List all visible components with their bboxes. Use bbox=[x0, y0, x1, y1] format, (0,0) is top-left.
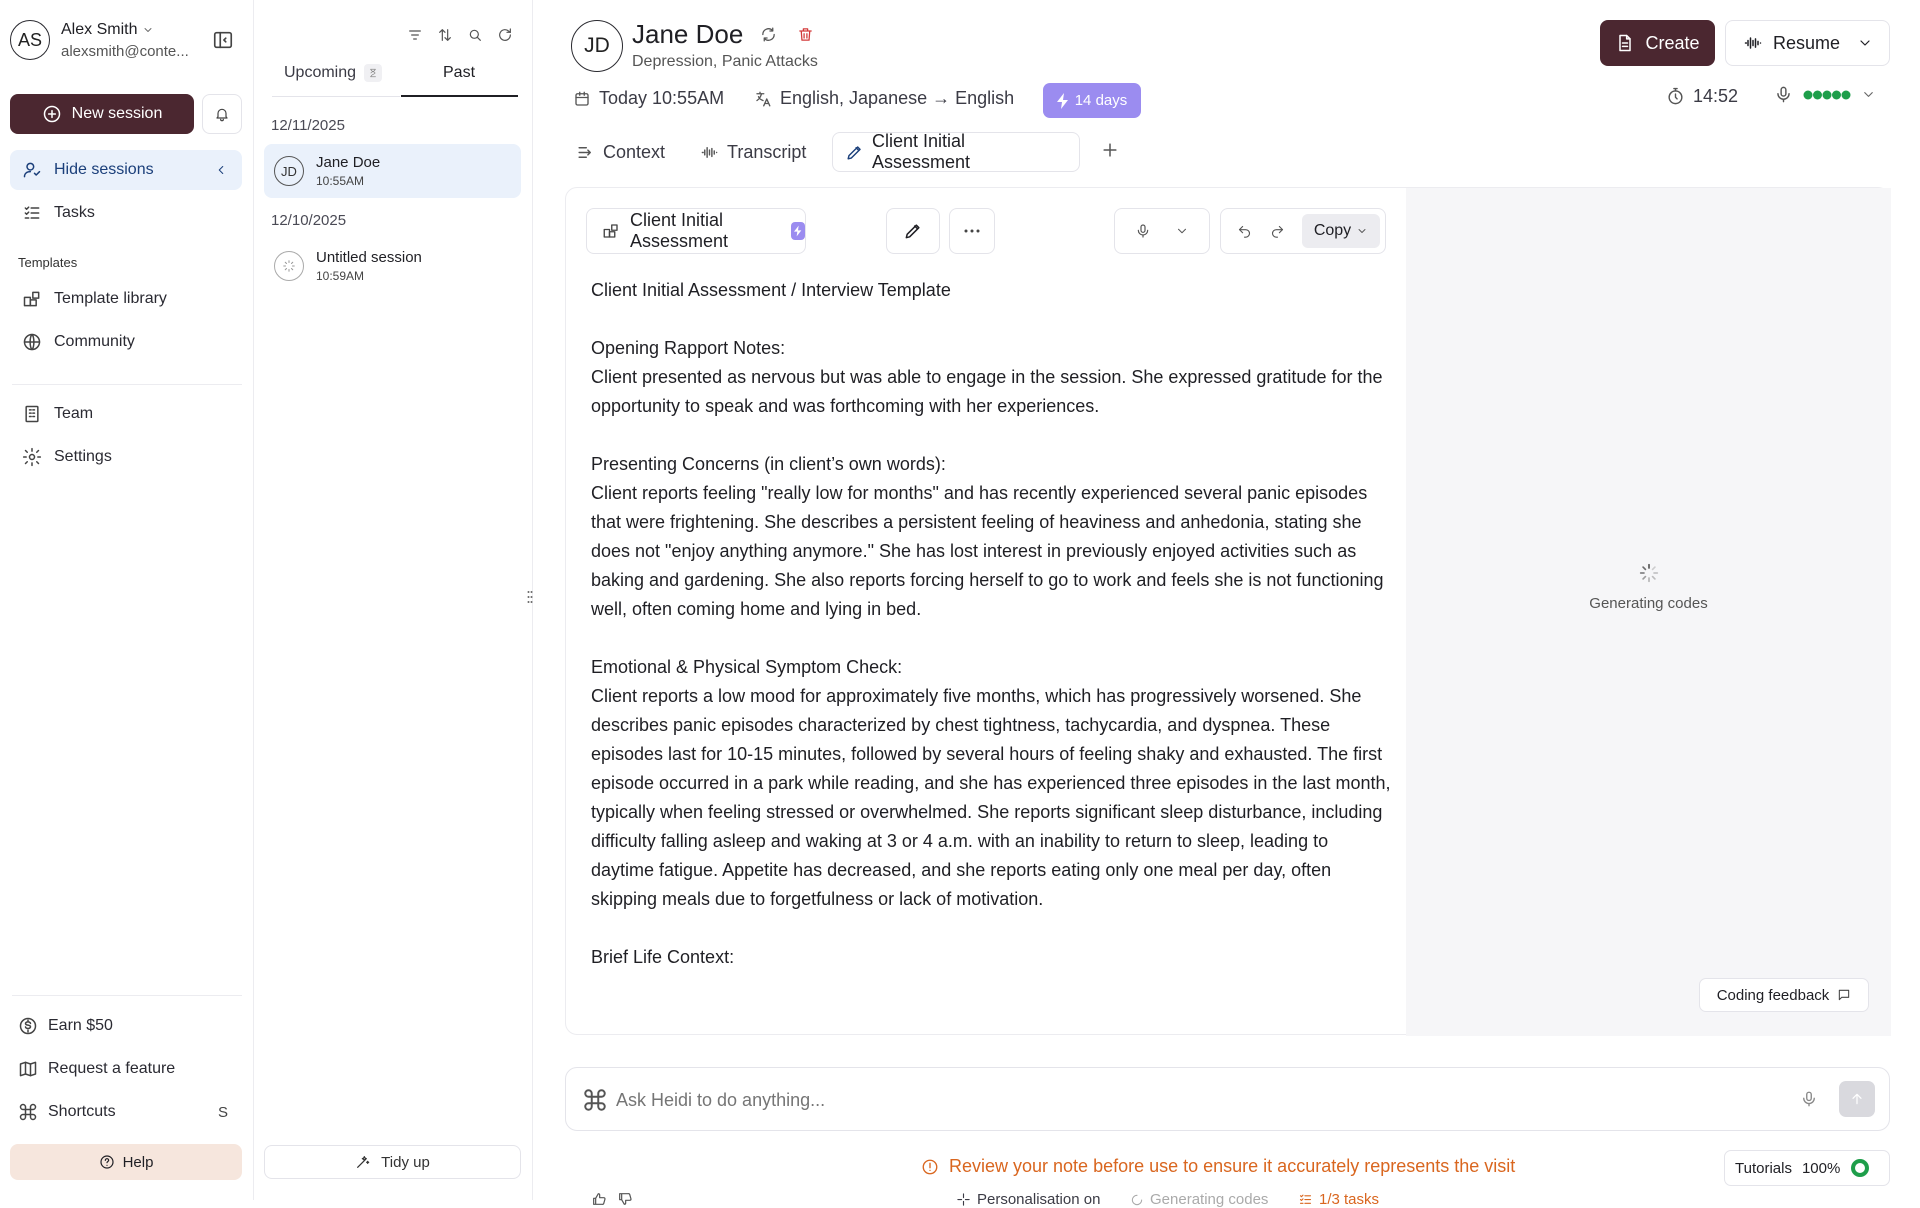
tab-underline bbox=[272, 96, 400, 97]
sidebar bbox=[0, 0, 254, 1200]
template-name: Client Initial Assessment bbox=[630, 210, 729, 251]
trial-label: 14 days bbox=[1074, 92, 1128, 109]
sidebar-toggle-icon bbox=[212, 29, 234, 51]
date-header: 12/11/2025 bbox=[271, 117, 345, 134]
generating-codes-label: Generating codes bbox=[1589, 595, 1708, 612]
sidebar-item-tasks[interactable] bbox=[10, 193, 242, 233]
translate-icon bbox=[754, 90, 772, 108]
add-tab-button[interactable] bbox=[1100, 140, 1120, 160]
chevron-down-icon bbox=[1175, 224, 1189, 238]
bell-icon bbox=[214, 106, 230, 122]
sidebar-item-label: Hide sessions bbox=[54, 161, 154, 178]
waveform-icon bbox=[1743, 33, 1763, 53]
gear-icon bbox=[22, 447, 42, 467]
chevron-down-icon bbox=[1356, 225, 1368, 237]
switch-patient-button[interactable] bbox=[760, 26, 777, 43]
sidebar-item-label: Earn $50 bbox=[48, 1017, 113, 1034]
session-time: 10:55AM bbox=[316, 174, 365, 188]
map-icon bbox=[18, 1059, 38, 1079]
user-name: Alex Smith bbox=[61, 21, 138, 38]
coding-feedback-label: Coding feedback bbox=[1716, 986, 1830, 1004]
template-selector[interactable] bbox=[586, 208, 806, 254]
collapse-sidebar-button[interactable] bbox=[212, 29, 234, 51]
dollar-circle-icon bbox=[18, 1016, 38, 1036]
tab-transcript[interactable] bbox=[688, 132, 818, 172]
stopwatch-icon bbox=[1666, 87, 1685, 106]
sync-icon bbox=[760, 26, 777, 43]
help-button[interactable] bbox=[10, 1144, 242, 1180]
alert-circle-icon bbox=[921, 1158, 939, 1176]
generating-label: Generating codes bbox=[1150, 1191, 1269, 1208]
sidebar-item-template-library[interactable] bbox=[10, 279, 242, 319]
sidebar-item-label: Shortcuts bbox=[48, 1103, 116, 1120]
session-datetime[interactable] bbox=[573, 88, 724, 109]
arrow-up-icon bbox=[1849, 1091, 1865, 1107]
tab-upcoming[interactable] bbox=[284, 64, 382, 82]
more-horizontal-icon bbox=[964, 229, 980, 233]
sidebar-item-request-feature[interactable] bbox=[6, 1049, 238, 1089]
template-library-icon bbox=[22, 289, 42, 309]
user-menu[interactable] bbox=[10, 20, 50, 60]
globe-icon bbox=[22, 332, 42, 352]
patient-conditions: Depression, Panic Attacks bbox=[632, 53, 818, 70]
sidebar-divider bbox=[12, 384, 242, 385]
sort-icon bbox=[437, 27, 453, 43]
avatar: AS bbox=[10, 20, 50, 60]
languages-label: English, Japanese → English bbox=[780, 88, 1015, 108]
tasks-indicator[interactable] bbox=[1298, 1191, 1379, 1208]
pencil-icon bbox=[903, 221, 923, 241]
ask-input[interactable] bbox=[616, 1080, 1766, 1120]
generating-codes-status bbox=[1130, 1191, 1268, 1208]
tidy-up-label: Tidy up bbox=[381, 1153, 430, 1171]
session-name: Jane Doe bbox=[316, 154, 381, 171]
mic-level-icon bbox=[1803, 89, 1851, 101]
history-copy-group bbox=[1220, 208, 1386, 254]
dictation-control[interactable] bbox=[1114, 208, 1210, 254]
heidi-logo-icon bbox=[582, 1087, 608, 1113]
session-avatar: JD bbox=[274, 156, 304, 186]
sidebar-item-label: Team bbox=[54, 405, 94, 422]
patient-name[interactable]: Jane Doe bbox=[632, 19, 744, 49]
trial-badge[interactable] bbox=[1043, 83, 1141, 118]
review-text: Review your note before use to ensure it accurately represents the visit bbox=[949, 1156, 1516, 1176]
tasks-icon bbox=[1298, 1192, 1313, 1207]
resume-button[interactable] bbox=[1725, 20, 1890, 66]
session-name: Untitled session bbox=[316, 249, 422, 266]
building-icon bbox=[22, 404, 42, 424]
command-icon bbox=[18, 1102, 38, 1122]
notifications-button[interactable] bbox=[202, 94, 242, 134]
hourglass-badge bbox=[364, 64, 382, 82]
magic-wand-icon bbox=[355, 1154, 371, 1170]
tidy-up-button[interactable] bbox=[264, 1145, 521, 1179]
sidebar-item-label: Tasks bbox=[54, 204, 95, 221]
tasks-icon bbox=[22, 203, 42, 223]
datetime-label: Today 10:55AM bbox=[599, 88, 725, 108]
sidebar-item-team[interactable] bbox=[10, 394, 242, 434]
tutorials-button[interactable] bbox=[1724, 1150, 1890, 1186]
question-circle-icon bbox=[99, 1154, 115, 1170]
filter-icon bbox=[407, 27, 423, 43]
user-icon bbox=[22, 160, 42, 180]
pencil-icon bbox=[845, 143, 864, 162]
create-label: Create bbox=[1645, 32, 1700, 53]
progress-ring-icon bbox=[1850, 1158, 1870, 1178]
review-warning bbox=[921, 1156, 1515, 1177]
coding-feedback-button[interactable] bbox=[1699, 978, 1869, 1012]
mic-selector[interactable] bbox=[1774, 85, 1876, 104]
codes-panel bbox=[1406, 188, 1891, 1036]
spinner-icon bbox=[1639, 563, 1659, 583]
message-icon bbox=[1837, 988, 1851, 1002]
chevron-left-icon bbox=[214, 163, 228, 177]
sidebar-item-settings[interactable] bbox=[10, 437, 242, 477]
date-header: 12/10/2025 bbox=[271, 212, 347, 229]
send-button[interactable] bbox=[1839, 1081, 1875, 1117]
refresh-icon bbox=[497, 27, 513, 43]
tab-context-label: Context bbox=[603, 141, 666, 162]
lightning-icon bbox=[794, 225, 802, 237]
calendar-icon bbox=[573, 90, 591, 108]
plus-circle-icon bbox=[42, 104, 62, 124]
create-button[interactable] bbox=[1600, 20, 1715, 66]
tab-transcript-label: Transcript bbox=[727, 141, 807, 162]
filter-button[interactable] bbox=[407, 27, 423, 43]
more-options-button[interactable] bbox=[949, 208, 995, 254]
personalisation-toggle[interactable] bbox=[956, 1191, 1100, 1208]
sidebar-item-label: Community bbox=[54, 333, 135, 350]
thumbs-up-icon[interactable] bbox=[591, 1191, 607, 1207]
session-list-panel bbox=[254, 0, 533, 1200]
sidebar-item-label: Request a feature bbox=[48, 1060, 176, 1077]
template-library-icon bbox=[602, 222, 620, 240]
search-button[interactable] bbox=[467, 27, 483, 43]
sidebar-item-community[interactable] bbox=[10, 322, 242, 362]
hourglass-icon bbox=[368, 68, 378, 78]
sidebar-item-label: Template library bbox=[54, 290, 167, 307]
session-timer bbox=[1666, 86, 1738, 107]
tab-upcoming-label: Upcoming bbox=[284, 64, 357, 81]
chevron-down-icon bbox=[1861, 87, 1876, 102]
sort-button[interactable] bbox=[437, 27, 453, 43]
redo-icon[interactable] bbox=[1270, 224, 1285, 239]
session-time: 10:59AM bbox=[316, 269, 365, 283]
microphone-icon bbox=[1135, 223, 1151, 239]
chevron-down-icon bbox=[142, 24, 154, 36]
user-email: alexsmith@conte... bbox=[61, 43, 189, 60]
drag-handle-icon bbox=[527, 590, 533, 604]
delete-button[interactable] bbox=[797, 26, 814, 43]
thumbs-down-icon[interactable] bbox=[617, 1191, 633, 1207]
tab-past[interactable]: Past bbox=[443, 64, 476, 81]
personalisation-label: Personalisation on bbox=[977, 1191, 1101, 1208]
sidebar-item-earn[interactable] bbox=[6, 1006, 238, 1046]
patient-avatar: JD bbox=[571, 20, 623, 72]
new-session-label: New session bbox=[71, 105, 163, 122]
undo-icon[interactable] bbox=[1237, 224, 1252, 239]
new-session-button[interactable] bbox=[10, 94, 194, 134]
tutorials-percent: 100% bbox=[1801, 1159, 1841, 1177]
tab-client-initial-assessment[interactable] bbox=[832, 132, 1080, 172]
tab-active-underline bbox=[401, 95, 518, 97]
note-body[interactable]: Client Initial Assessment / Interview Template Opening Rapport Notes: Client presented as nervous but was able to engage in the session. She expressed gratitude for the opportunity to speak and was forthcoming with her experiences. Presenting Concerns (in client’s own words): Client reports feeling "really low for months" and has recently experienced several panic episodes that were frightening. She describes a persistent feeling of heaviness and anhedonia, stating she does not "enjoy anything anymore." She has lost interest in previously enjoyed activities such as baking and gardening. She also reports forcing herself to go to work and feels she is not functioning well, often coming home and lying in bed. Emotional & Physical Symptom Check: Client reports a low mood for approximately five months, which has progressively worsened. She describes panic episodes characterized by chest tightness, tachycardia, and dyspnea. These episodes last for 10-15 minutes, followed by several hours of feeling shaky and exhausted. The first episode occurred in a park while reading, and she has experienced three episodes in the last month, typically when feeling stressed or overwhelmed. She reports significant sleep disturbance, including difficulty falling asleep and waking at 3 or 4 a.m. with an inability to return to sleep, leading to daytime fatigue. Appetite has decreased, and she reports eating only one meal per day, often skipping meals due to forgetfulness or lack of motivation. Brief Life Context: bbox=[591, 280, 1391, 967]
context-icon bbox=[576, 143, 595, 162]
timer-value: 14:52 bbox=[1693, 86, 1739, 106]
plus-icon bbox=[1100, 140, 1120, 160]
copy-label: Copy bbox=[1313, 222, 1352, 239]
user-name-row[interactable] bbox=[61, 21, 154, 39]
resize-handle[interactable] bbox=[527, 590, 533, 610]
tutorials-label: Tutorials bbox=[1735, 1159, 1792, 1177]
session-item-untitled[interactable] bbox=[264, 239, 521, 293]
trash-icon bbox=[797, 26, 814, 43]
document-icon bbox=[1615, 33, 1635, 53]
templates-section-header: Templates bbox=[18, 255, 78, 270]
tasks-label: 1/3 tasks bbox=[1319, 1191, 1380, 1208]
sidebar-item-hide-sessions[interactable] bbox=[10, 150, 242, 190]
shortcut-key: S bbox=[217, 1103, 228, 1121]
sidebar-item-shortcuts[interactable] bbox=[6, 1092, 238, 1132]
dashed-circle-icon bbox=[282, 259, 296, 273]
copy-button[interactable] bbox=[1302, 214, 1380, 248]
feedback-group bbox=[591, 1191, 633, 1207]
loading-icon bbox=[1130, 1193, 1144, 1207]
ai-badge-icon bbox=[791, 222, 805, 240]
language-selector[interactable] bbox=[754, 88, 1014, 109]
tab-context[interactable] bbox=[564, 132, 677, 172]
microphone-icon bbox=[1774, 85, 1793, 104]
sidebar-divider bbox=[12, 995, 242, 996]
tab-assessment-label: Client Initial Assessment bbox=[872, 131, 971, 172]
session-avatar bbox=[274, 251, 304, 281]
session-item-jane-doe[interactable] bbox=[264, 144, 521, 198]
sparkle-icon bbox=[956, 1192, 971, 1207]
chevron-down-icon bbox=[1857, 35, 1873, 51]
microphone-icon[interactable] bbox=[1800, 1090, 1818, 1108]
refresh-button[interactable] bbox=[497, 27, 513, 43]
help-label: Help bbox=[122, 1153, 154, 1171]
search-icon bbox=[467, 27, 483, 43]
sidebar-item-label: Settings bbox=[54, 448, 112, 465]
ask-input-bar bbox=[565, 1067, 1890, 1131]
edit-template-button[interactable] bbox=[886, 208, 940, 254]
waveform-icon bbox=[700, 143, 719, 162]
resume-label: Resume bbox=[1773, 32, 1841, 53]
lightning-icon bbox=[1057, 93, 1069, 109]
